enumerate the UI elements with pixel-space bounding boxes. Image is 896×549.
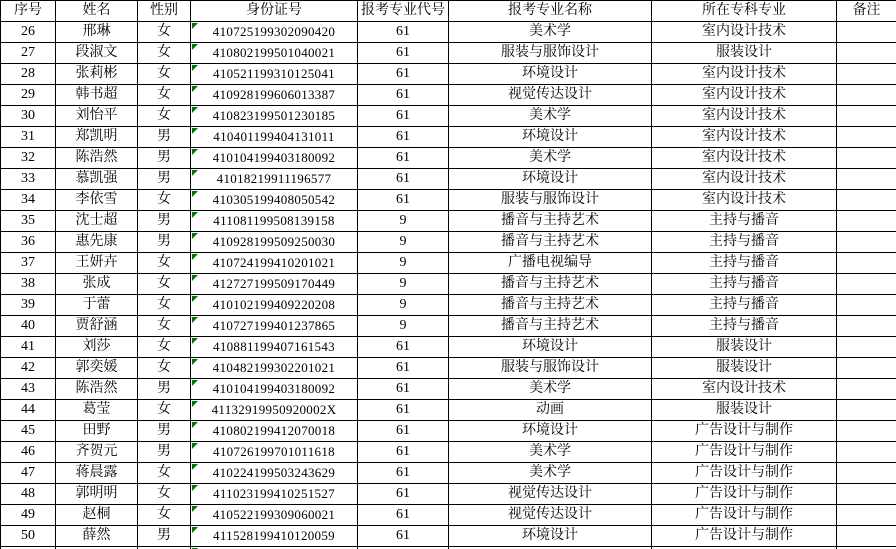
table-row — [1, 379, 896, 400]
cell-note[interactable] — [837, 274, 896, 295]
cell-note[interactable] — [837, 232, 896, 253]
cell-id-number[interactable] — [191, 295, 358, 316]
cell-serial-number[interactable]: 39 — [1, 295, 56, 316]
id-number-text: 410802199412070018 — [212, 423, 336, 438]
cell-id-number[interactable] — [191, 85, 358, 106]
cell-major-code[interactable]: 61 — [358, 43, 449, 64]
cell-name[interactable]: 李依雪 — [56, 190, 138, 211]
cell-major-name[interactable]: 环境设计 — [449, 169, 652, 190]
header-major-code[interactable]: 报考专业代号 — [358, 1, 449, 22]
cell-major-code[interactable]: 61 — [358, 379, 449, 400]
cell-name[interactable]: 田野 — [56, 421, 138, 442]
cell-name[interactable]: 齐贺元 — [56, 442, 138, 463]
table-row — [1, 400, 896, 421]
cell-college-major[interactable]: 室内设计技术 — [652, 64, 837, 85]
cell-serial-number[interactable]: 44 — [1, 400, 56, 421]
cell-note[interactable] — [837, 421, 896, 442]
cell-gender[interactable]: 男 — [138, 442, 191, 463]
number-stored-as-text-flag-icon — [192, 149, 198, 155]
cell-gender[interactable]: 女 — [138, 337, 191, 358]
cell-major-code[interactable]: 9 — [358, 295, 449, 316]
cell-serial-number[interactable]: 34 — [1, 190, 56, 211]
table-row — [1, 190, 896, 211]
number-stored-as-text-flag-icon — [192, 275, 198, 281]
cell-major-code[interactable]: 61 — [358, 64, 449, 85]
id-number-text: 410521199310125041 — [213, 66, 335, 81]
number-stored-as-text-flag-icon — [192, 485, 198, 491]
id-number-text: 410726199701011618 — [213, 444, 335, 459]
cell-major-name[interactable]: 环境设计 — [449, 421, 652, 442]
cell-serial-number[interactable]: 29 — [1, 85, 56, 106]
cell-name[interactable]: 惠先康 — [56, 232, 138, 253]
cell-note[interactable] — [837, 505, 896, 526]
cell-college-major[interactable]: 室内设计技术 — [652, 85, 837, 106]
cell-note[interactable] — [837, 43, 896, 64]
table-row — [1, 505, 896, 526]
cell-gender[interactable]: 男 — [138, 127, 191, 148]
cell-name[interactable]: 赵桐 — [56, 505, 138, 526]
cell-id-number[interactable] — [191, 463, 358, 484]
cell-college-major[interactable]: 室内设计技术 — [652, 127, 837, 148]
cell-id-number[interactable] — [191, 211, 358, 232]
id-number-text: 41018219911196577 — [216, 171, 332, 186]
cell-id-number[interactable] — [191, 43, 358, 64]
cell-note[interactable] — [837, 169, 896, 190]
cell-note[interactable] — [837, 400, 896, 421]
cell-gender[interactable]: 女 — [138, 400, 191, 421]
cell-id-number[interactable] — [191, 358, 358, 379]
cell-major-code[interactable]: 61 — [358, 421, 449, 442]
id-number-text: 410724199410201021 — [212, 255, 336, 270]
cell-serial-number[interactable]: 42 — [1, 358, 56, 379]
cell-gender[interactable]: 男 — [138, 526, 191, 547]
cell-note[interactable] — [837, 22, 896, 43]
id-number-text: 410928199509250030 — [212, 234, 336, 249]
cell-gender[interactable]: 男 — [138, 379, 191, 400]
cell-major-name[interactable]: 视觉传达设计 — [449, 85, 652, 106]
cell-name[interactable]: 郭明明 — [56, 484, 138, 505]
table-row — [1, 64, 896, 85]
cell-id-number[interactable] — [191, 190, 358, 211]
cell-major-code[interactable]: 61 — [358, 463, 449, 484]
cell-major-code[interactable]: 61 — [358, 169, 449, 190]
cell-college-major[interactable]: 室内设计技术 — [652, 22, 837, 43]
id-number-text: 411081199508139158 — [213, 213, 335, 228]
cell-major-code[interactable]: 61 — [358, 400, 449, 421]
cell-gender[interactable]: 女 — [138, 43, 191, 64]
header-serial-number[interactable]: 序号 — [1, 1, 56, 22]
cell-name[interactable]: 郭奕媛 — [56, 358, 138, 379]
cell-college-major[interactable]: 主持与播音 — [652, 274, 837, 295]
cell-college-major[interactable]: 广告设计与制作 — [652, 484, 837, 505]
cell-serial-number[interactable]: 28 — [1, 64, 56, 85]
cell-college-major[interactable]: 室内设计技术 — [652, 379, 837, 400]
cell-major-name[interactable]: 美术学 — [449, 106, 652, 127]
cell-major-name[interactable]: 美术学 — [449, 148, 652, 169]
cell-major-name[interactable]: 美术学 — [449, 442, 652, 463]
number-stored-as-text-flag-icon — [192, 170, 198, 176]
number-stored-as-text-flag-icon — [192, 422, 198, 428]
number-stored-as-text-flag-icon — [192, 464, 198, 470]
table-row — [1, 253, 896, 274]
cell-college-major[interactable]: 服装设计 — [652, 400, 837, 421]
cell-college-major[interactable]: 主持与播音 — [652, 253, 837, 274]
cell-major-code[interactable]: 61 — [358, 22, 449, 43]
cell-id-number[interactable] — [191, 442, 358, 463]
cell-college-major[interactable]: 室内设计技术 — [652, 190, 837, 211]
cell-note[interactable] — [837, 379, 896, 400]
cell-college-major[interactable]: 广告设计与制作 — [652, 505, 837, 526]
cell-serial-number[interactable]: 38 — [1, 274, 56, 295]
cell-gender[interactable]: 女 — [138, 274, 191, 295]
cell-major-name[interactable]: 服装与服饰设计 — [449, 358, 652, 379]
cell-gender[interactable]: 女 — [138, 316, 191, 337]
table-row — [1, 274, 896, 295]
cell-serial-number[interactable]: 30 — [1, 106, 56, 127]
table-row — [1, 211, 896, 232]
cell-name[interactable]: 刘怡平 — [56, 106, 138, 127]
cell-major-code[interactable]: 61 — [358, 505, 449, 526]
cell-major-code[interactable]: 61 — [358, 148, 449, 169]
number-stored-as-text-flag-icon — [192, 86, 198, 92]
cell-college-major[interactable]: 主持与播音 — [652, 232, 837, 253]
cell-name[interactable]: 韩书超 — [56, 85, 138, 106]
cell-gender[interactable]: 女 — [138, 463, 191, 484]
cell-major-code[interactable]: 9 — [358, 232, 449, 253]
cell-gender[interactable]: 女 — [138, 253, 191, 274]
id-number-text: 41132919950920002X — [211, 402, 337, 417]
id-number-text: 410881199407161543 — [213, 339, 335, 354]
number-stored-as-text-flag-icon — [192, 401, 198, 407]
cell-id-number[interactable] — [191, 106, 358, 127]
cell-id-number[interactable] — [191, 484, 358, 505]
number-stored-as-text-flag-icon — [192, 128, 198, 134]
cell-id-number[interactable] — [191, 526, 358, 547]
cell-id-number[interactable] — [191, 232, 358, 253]
cell-major-name[interactable]: 环境设计 — [449, 337, 652, 358]
cell-id-number[interactable] — [191, 169, 358, 190]
cell-name[interactable]: 段淑文 — [56, 43, 138, 64]
table-row — [1, 442, 896, 463]
table-row — [1, 127, 896, 148]
cell-gender[interactable]: 女 — [138, 505, 191, 526]
cell-major-code[interactable]: 61 — [358, 358, 449, 379]
cell-serial-number[interactable]: 40 — [1, 316, 56, 337]
header-note[interactable]: 备注 — [837, 1, 896, 22]
cell-gender[interactable]: 女 — [138, 64, 191, 85]
cell-serial-number[interactable]: 47 — [1, 463, 56, 484]
number-stored-as-text-flag-icon — [192, 65, 198, 71]
cell-serial-number[interactable]: 49 — [1, 505, 56, 526]
cell-major-code[interactable]: 61 — [358, 85, 449, 106]
cell-major-name[interactable]: 播音与主持艺术 — [449, 211, 652, 232]
cell-note[interactable] — [837, 106, 896, 127]
cell-id-number[interactable] — [191, 274, 358, 295]
cell-college-major[interactable]: 广告设计与制作 — [652, 463, 837, 484]
cell-serial-number[interactable]: 32 — [1, 148, 56, 169]
cell-major-code[interactable]: 61 — [358, 337, 449, 358]
cell-name[interactable]: 陈浩然 — [56, 379, 138, 400]
cell-name[interactable]: 蒋晨露 — [56, 463, 138, 484]
cell-id-number[interactable] — [191, 379, 358, 400]
cell-name[interactable]: 沈士超 — [56, 211, 138, 232]
number-stored-as-text-flag-icon — [192, 233, 198, 239]
cell-major-name[interactable]: 动画 — [449, 400, 652, 421]
cell-note[interactable] — [837, 295, 896, 316]
header-id-number[interactable]: 身份证号 — [191, 1, 358, 22]
cell-note[interactable] — [837, 85, 896, 106]
cell-id-number[interactable] — [191, 337, 358, 358]
number-stored-as-text-flag-icon — [192, 527, 198, 533]
table-row — [1, 22, 896, 43]
cell-major-code[interactable]: 61 — [358, 442, 449, 463]
cell-college-major[interactable]: 广告设计与制作 — [652, 421, 837, 442]
cell-college-major[interactable]: 广告设计与制作 — [652, 526, 837, 547]
cell-major-name[interactable]: 播音与主持艺术 — [449, 316, 652, 337]
cell-major-code[interactable]: 61 — [358, 526, 449, 547]
cell-college-major[interactable]: 服装设计 — [652, 337, 837, 358]
cell-note[interactable] — [837, 148, 896, 169]
cell-college-major[interactable]: 主持与播音 — [652, 316, 837, 337]
cell-id-number[interactable] — [191, 64, 358, 85]
id-number-text: 411023199410251527 — [213, 486, 335, 501]
cell-gender[interactable]: 女 — [138, 22, 191, 43]
table-row — [1, 526, 896, 547]
cell-major-name[interactable]: 播音与主持艺术 — [449, 232, 652, 253]
cell-name[interactable]: 张成 — [56, 274, 138, 295]
id-number-text: 410102199409220208 — [212, 297, 336, 312]
cell-gender[interactable]: 女 — [138, 358, 191, 379]
cell-note[interactable] — [837, 127, 896, 148]
cell-major-name[interactable]: 视觉传达设计 — [449, 484, 652, 505]
cell-id-number[interactable] — [191, 505, 358, 526]
cell-major-code[interactable]: 61 — [358, 484, 449, 505]
cell-major-name[interactable]: 环境设计 — [449, 64, 652, 85]
cell-serial-number[interactable]: 36 — [1, 232, 56, 253]
header-row — [1, 1, 896, 22]
cell-name[interactable]: 葛莹 — [56, 400, 138, 421]
table-row — [1, 106, 896, 127]
cell-name[interactable]: 邢琳 — [56, 22, 138, 43]
cell-serial-number[interactable]: 31 — [1, 127, 56, 148]
header-gender[interactable]: 性别 — [138, 1, 191, 22]
cell-serial-number[interactable]: 46 — [1, 442, 56, 463]
cell-major-name[interactable]: 服装与服饰设计 — [449, 43, 652, 64]
number-stored-as-text-flag-icon — [192, 506, 198, 512]
id-number-text: 410104199403180092 — [212, 150, 336, 165]
id-number-text: 411528199410120059 — [213, 528, 335, 543]
cell-gender[interactable]: 男 — [138, 421, 191, 442]
cell-gender[interactable]: 男 — [138, 211, 191, 232]
table-row — [1, 337, 896, 358]
id-number-text: 410104199403180092 — [212, 381, 336, 396]
cell-major-name[interactable]: 广播电视编导 — [449, 253, 652, 274]
id-number-text: 410727199401237865 — [212, 318, 336, 333]
cell-serial-number[interactable]: 41 — [1, 337, 56, 358]
cell-note[interactable] — [837, 253, 896, 274]
table-row — [1, 169, 896, 190]
id-number-text: 410305199408050542 — [212, 192, 336, 207]
cell-gender[interactable]: 女 — [138, 190, 191, 211]
table-row — [1, 463, 896, 484]
cell-college-major[interactable]: 室内设计技术 — [652, 106, 837, 127]
table-row — [1, 43, 896, 64]
header-college-major[interactable]: 所在专科专业 — [652, 1, 837, 22]
table-row — [1, 232, 896, 253]
cell-college-major[interactable]: 室内设计技术 — [652, 169, 837, 190]
cell-name[interactable]: 薛然 — [56, 526, 138, 547]
number-stored-as-text-flag-icon — [192, 254, 198, 260]
number-stored-as-text-flag-icon — [192, 44, 198, 50]
cell-serial-number[interactable]: 45 — [1, 421, 56, 442]
cell-id-number[interactable] — [191, 400, 358, 421]
cell-id-number[interactable] — [191, 22, 358, 43]
cell-note[interactable] — [837, 463, 896, 484]
cell-major-code[interactable]: 61 — [358, 190, 449, 211]
cell-major-code[interactable]: 61 — [358, 127, 449, 148]
cell-name[interactable]: 慕凯强 — [56, 169, 138, 190]
cell-college-major[interactable]: 主持与播音 — [652, 295, 837, 316]
cell-college-major[interactable]: 服装设计 — [652, 43, 837, 64]
id-number-text: 410823199501230185 — [212, 108, 336, 123]
table-row — [1, 295, 896, 316]
cell-college-major[interactable]: 室内设计技术 — [652, 148, 837, 169]
cell-serial-number[interactable]: 27 — [1, 43, 56, 64]
id-number-text: 410802199501040021 — [212, 45, 336, 60]
cell-name[interactable]: 贾舒涵 — [56, 316, 138, 337]
header-major-name[interactable]: 报考专业名称 — [449, 1, 652, 22]
cell-major-code[interactable]: 9 — [358, 316, 449, 337]
cell-id-number[interactable] — [191, 148, 358, 169]
id-number-text: 410725199302090420 — [212, 24, 336, 39]
cell-college-major[interactable]: 服装设计 — [652, 358, 837, 379]
number-stored-as-text-flag-icon — [192, 212, 198, 218]
number-stored-as-text-flag-icon — [192, 338, 198, 344]
cell-note[interactable] — [837, 337, 896, 358]
cell-serial-number[interactable]: 50 — [1, 526, 56, 547]
number-stored-as-text-flag-icon — [192, 317, 198, 323]
number-stored-as-text-flag-icon — [192, 443, 198, 449]
cell-name[interactable]: 王妍卉 — [56, 253, 138, 274]
cell-serial-number[interactable]: 33 — [1, 169, 56, 190]
cell-serial-number[interactable]: 35 — [1, 211, 56, 232]
cell-name[interactable]: 陈浩然 — [56, 148, 138, 169]
cell-major-name[interactable]: 美术学 — [449, 379, 652, 400]
number-stored-as-text-flag-icon — [192, 296, 198, 302]
cell-gender[interactable]: 男 — [138, 169, 191, 190]
cell-college-major[interactable]: 主持与播音 — [652, 211, 837, 232]
cell-major-name[interactable]: 视觉传达设计 — [449, 505, 652, 526]
cell-major-name[interactable]: 播音与主持艺术 — [449, 274, 652, 295]
cell-gender[interactable]: 女 — [138, 106, 191, 127]
number-stored-as-text-flag-icon — [192, 107, 198, 113]
cell-id-number[interactable] — [191, 316, 358, 337]
cell-college-major[interactable]: 广告设计与制作 — [652, 442, 837, 463]
cell-major-name[interactable]: 环境设计 — [449, 526, 652, 547]
cell-serial-number[interactable]: 48 — [1, 484, 56, 505]
cell-gender[interactable]: 女 — [138, 484, 191, 505]
cell-gender[interactable]: 女 — [138, 295, 191, 316]
cell-name[interactable]: 刘莎 — [56, 337, 138, 358]
cell-note[interactable] — [837, 358, 896, 379]
cell-serial-number[interactable]: 37 — [1, 253, 56, 274]
cell-gender[interactable]: 男 — [138, 148, 191, 169]
id-number-text: 410928199606013387 — [212, 87, 336, 102]
cell-note[interactable] — [837, 190, 896, 211]
id-number-text: 410224199503243629 — [212, 465, 336, 480]
id-number-text: 412727199509170449 — [212, 276, 336, 291]
cell-major-code[interactable]: 61 — [358, 106, 449, 127]
cell-id-number[interactable] — [191, 253, 358, 274]
table-row — [1, 484, 896, 505]
number-stored-as-text-flag-icon — [192, 23, 198, 29]
cell-major-code[interactable]: 9 — [358, 253, 449, 274]
cell-major-code[interactable]: 9 — [358, 211, 449, 232]
number-stored-as-text-flag-icon — [192, 359, 198, 365]
cell-name[interactable]: 于蕾 — [56, 295, 138, 316]
cell-note[interactable] — [837, 316, 896, 337]
table-row — [1, 358, 896, 379]
cell-name[interactable]: 张莉彬 — [56, 64, 138, 85]
cell-note[interactable] — [837, 442, 896, 463]
id-number-text: 410401199404131011 — [213, 129, 335, 144]
cell-major-name[interactable]: 播音与主持艺术 — [449, 295, 652, 316]
cell-name[interactable]: 郑凯明 — [56, 127, 138, 148]
cell-note[interactable] — [837, 526, 896, 547]
id-number-text: 410522199309060021 — [212, 507, 336, 522]
cell-major-name[interactable]: 美术学 — [449, 463, 652, 484]
cell-note[interactable] — [837, 211, 896, 232]
cell-major-name[interactable]: 环境设计 — [449, 127, 652, 148]
cell-note[interactable] — [837, 64, 896, 85]
table-row — [1, 85, 896, 106]
cell-note[interactable] — [837, 484, 896, 505]
id-number-text: 410482199302201021 — [212, 360, 336, 375]
cell-id-number[interactable] — [191, 127, 358, 148]
cell-major-name[interactable]: 美术学 — [449, 22, 652, 43]
cell-serial-number[interactable]: 43 — [1, 379, 56, 400]
number-stored-as-text-flag-icon — [192, 380, 198, 386]
cell-gender[interactable]: 男 — [138, 232, 191, 253]
table-row — [1, 148, 896, 169]
cell-major-code[interactable]: 9 — [358, 274, 449, 295]
table-row — [1, 316, 896, 337]
header-name[interactable]: 姓名 — [56, 1, 138, 22]
table-row — [1, 421, 896, 442]
cell-serial-number[interactable]: 26 — [1, 22, 56, 43]
cell-major-name[interactable]: 服装与服饰设计 — [449, 190, 652, 211]
cell-gender[interactable]: 女 — [138, 85, 191, 106]
cell-id-number[interactable] — [191, 421, 358, 442]
number-stored-as-text-flag-icon — [192, 191, 198, 197]
